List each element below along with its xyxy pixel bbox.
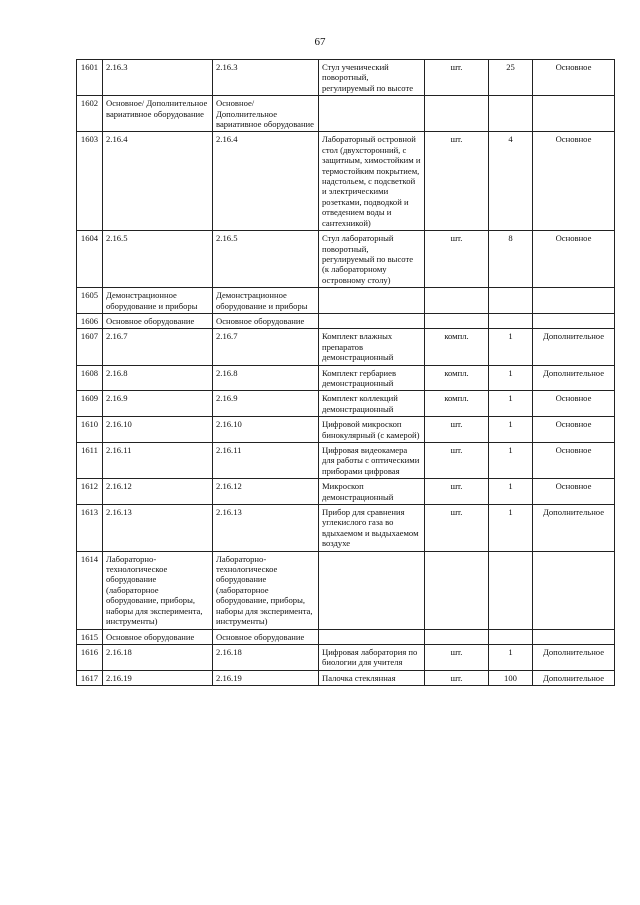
code-cell: 2.16.7: [213, 329, 319, 365]
equipment-table: [76, 59, 615, 686]
equipment-type-cell: Основное: [533, 132, 615, 231]
unit-cell: компл.: [425, 329, 489, 365]
row-number-cell: 1607: [77, 329, 103, 365]
equipment-type-cell: [533, 629, 615, 644]
row-number-cell: 1602: [77, 96, 103, 132]
equipment-type-cell: Основное: [533, 391, 615, 417]
table-row: [77, 644, 615, 670]
item-name-cell: Лабораторный островной стол (двухсторонний, с защитным, химостойким и термостойким покрытием, надстольем, с подсветкой и электрическими розетками, подводкой и отведением воды и сантехникой): [319, 132, 425, 231]
equipment-type-cell: [533, 313, 615, 328]
code-cell: 2.16.11: [103, 443, 213, 479]
item-name-cell: Стул ученический поворотный, регулируемый по высоте: [319, 60, 425, 96]
item-name-cell: Комплект коллекций демонстрационный: [319, 391, 425, 417]
table-row: [77, 391, 615, 417]
unit-cell: шт.: [425, 670, 489, 685]
equipment-type-cell: Основное: [533, 443, 615, 479]
quantity-cell: 1: [489, 417, 533, 443]
code-cell: 2.16.10: [103, 417, 213, 443]
quantity-cell: 8: [489, 231, 533, 288]
table-row: [77, 505, 615, 552]
table-row: [77, 60, 615, 96]
item-name-cell: Цифровой микроскоп бинокулярный (с камерой): [319, 417, 425, 443]
unit-cell: компл.: [425, 391, 489, 417]
unit-cell: шт.: [425, 60, 489, 96]
code-cell: Основное оборудование: [213, 313, 319, 328]
item-name-cell: Цифровая видеокамера для работы с оптическими приборами цифровая: [319, 443, 425, 479]
table-row: [77, 443, 615, 479]
quantity-cell: [489, 629, 533, 644]
unit-cell: шт.: [425, 479, 489, 505]
code-cell: 2.16.9: [213, 391, 319, 417]
equipment-type-cell: Основное: [533, 479, 615, 505]
table-row: [77, 329, 615, 365]
item-name-cell: [319, 96, 425, 132]
page-number: 67: [314, 36, 326, 48]
code-cell: 2.16.3: [103, 60, 213, 96]
equipment-type-cell: Дополнительное: [533, 505, 615, 552]
row-number-cell: 1611: [77, 443, 103, 479]
quantity-cell: 1: [489, 329, 533, 365]
unit-cell: шт.: [425, 231, 489, 288]
code-cell: 2.16.10: [213, 417, 319, 443]
code-cell: 2.16.11: [213, 443, 319, 479]
row-number-cell: 1601: [77, 60, 103, 96]
equipment-type-cell: Основное: [533, 417, 615, 443]
equipment-type-cell: Основное: [533, 60, 615, 96]
table-row: [77, 313, 615, 328]
equipment-type-cell: Дополнительное: [533, 644, 615, 670]
equipment-type-cell: Основное: [533, 231, 615, 288]
item-name-cell: Стул лабораторный поворотный, регулируемый по высоте (к лабораторному островному столу): [319, 231, 425, 288]
quantity-cell: 1: [489, 644, 533, 670]
code-cell: Основное оборудование: [213, 629, 319, 644]
row-number-cell: 1612: [77, 479, 103, 505]
unit-cell: шт.: [425, 132, 489, 231]
code-cell: 2.16.8: [213, 365, 319, 391]
item-name-cell: Комплект гербариев демонстрационный: [319, 365, 425, 391]
table-row: [77, 132, 615, 231]
item-name-cell: Комплект влажных препаратов демонстрационный: [319, 329, 425, 365]
quantity-cell: 100: [489, 670, 533, 685]
quantity-cell: [489, 288, 533, 314]
table-row: [77, 96, 615, 132]
quantity-cell: [489, 313, 533, 328]
table-row: [77, 670, 615, 685]
code-cell: 2.16.18: [213, 644, 319, 670]
item-name-cell: Палочка стеклянная: [319, 670, 425, 685]
table-row: [77, 479, 615, 505]
row-number-cell: 1615: [77, 629, 103, 644]
row-number-cell: 1606: [77, 313, 103, 328]
unit-cell: [425, 551, 489, 629]
unit-cell: [425, 96, 489, 132]
row-number-cell: 1613: [77, 505, 103, 552]
code-cell: 2.16.13: [213, 505, 319, 552]
item-name-cell: Микроскоп демонстрационный: [319, 479, 425, 505]
code-cell: 2.16.8: [103, 365, 213, 391]
item-name-cell: [319, 288, 425, 314]
code-cell: 2.16.12: [103, 479, 213, 505]
code-cell: Основное/ Дополнительное вариативное оборудование: [213, 96, 319, 132]
code-cell: Лабораторно-технологическое оборудование (лабораторное оборудование, приборы, наборы для эксперимента, инструменты): [103, 551, 213, 629]
item-name-cell: Прибор для сравнения углекислого газа во вдыхаемом и выдыхаемом воздухе: [319, 505, 425, 552]
quantity-cell: 1: [489, 505, 533, 552]
equipment-type-cell: [533, 551, 615, 629]
code-cell: Демонстрационное оборудование и приборы: [213, 288, 319, 314]
code-cell: Основное/ Дополнительное вариативное оборудование: [103, 96, 213, 132]
code-cell: 2.16.4: [213, 132, 319, 231]
unit-cell: шт.: [425, 505, 489, 552]
code-cell: 2.16.13: [103, 505, 213, 552]
equipment-type-cell: [533, 96, 615, 132]
unit-cell: компл.: [425, 365, 489, 391]
row-number-cell: 1610: [77, 417, 103, 443]
table-row: [77, 288, 615, 314]
quantity-cell: [489, 96, 533, 132]
table-row: [77, 365, 615, 391]
quantity-cell: 1: [489, 391, 533, 417]
code-cell: 2.16.19: [213, 670, 319, 685]
unit-cell: [425, 288, 489, 314]
code-cell: 2.16.5: [103, 231, 213, 288]
code-cell: 2.16.18: [103, 644, 213, 670]
equipment-type-cell: [533, 288, 615, 314]
table-row: [77, 551, 615, 629]
row-number-cell: 1617: [77, 670, 103, 685]
code-cell: Основное оборудование: [103, 313, 213, 328]
quantity-cell: [489, 551, 533, 629]
item-name-cell: [319, 313, 425, 328]
quantity-cell: 1: [489, 443, 533, 479]
code-cell: 2.16.4: [103, 132, 213, 231]
quantity-cell: 1: [489, 479, 533, 505]
code-cell: Основное оборудование: [103, 629, 213, 644]
unit-cell: шт.: [425, 443, 489, 479]
code-cell: 2.16.12: [213, 479, 319, 505]
quantity-cell: 4: [489, 132, 533, 231]
table-row: [77, 629, 615, 644]
code-cell: 2.16.7: [103, 329, 213, 365]
quantity-cell: 25: [489, 60, 533, 96]
row-number-cell: 1616: [77, 644, 103, 670]
equipment-type-cell: Дополнительное: [533, 670, 615, 685]
row-number-cell: 1605: [77, 288, 103, 314]
unit-cell: [425, 629, 489, 644]
row-number-cell: 1614: [77, 551, 103, 629]
unit-cell: шт.: [425, 644, 489, 670]
unit-cell: [425, 313, 489, 328]
row-number-cell: 1604: [77, 231, 103, 288]
quantity-cell: 1: [489, 365, 533, 391]
code-cell: 2.16.9: [103, 391, 213, 417]
item-name-cell: [319, 551, 425, 629]
code-cell: Лабораторно-технологическое оборудование (лабораторное оборудование, приборы, наборы для эксперимента, инструменты): [213, 551, 319, 629]
row-number-cell: 1608: [77, 365, 103, 391]
equipment-type-cell: Дополнительное: [533, 329, 615, 365]
code-cell: Демонстрационное оборудование и приборы: [103, 288, 213, 314]
row-number-cell: 1609: [77, 391, 103, 417]
equipment-type-cell: Дополнительное: [533, 365, 615, 391]
table-row: [77, 231, 615, 288]
table-body: [77, 60, 615, 686]
table-row: [77, 417, 615, 443]
code-cell: 2.16.3: [213, 60, 319, 96]
code-cell: 2.16.5: [213, 231, 319, 288]
row-number-cell: 1603: [77, 132, 103, 231]
unit-cell: шт.: [425, 417, 489, 443]
code-cell: 2.16.19: [103, 670, 213, 685]
item-name-cell: [319, 629, 425, 644]
item-name-cell: Цифровая лаборатория по биологии для учителя: [319, 644, 425, 670]
